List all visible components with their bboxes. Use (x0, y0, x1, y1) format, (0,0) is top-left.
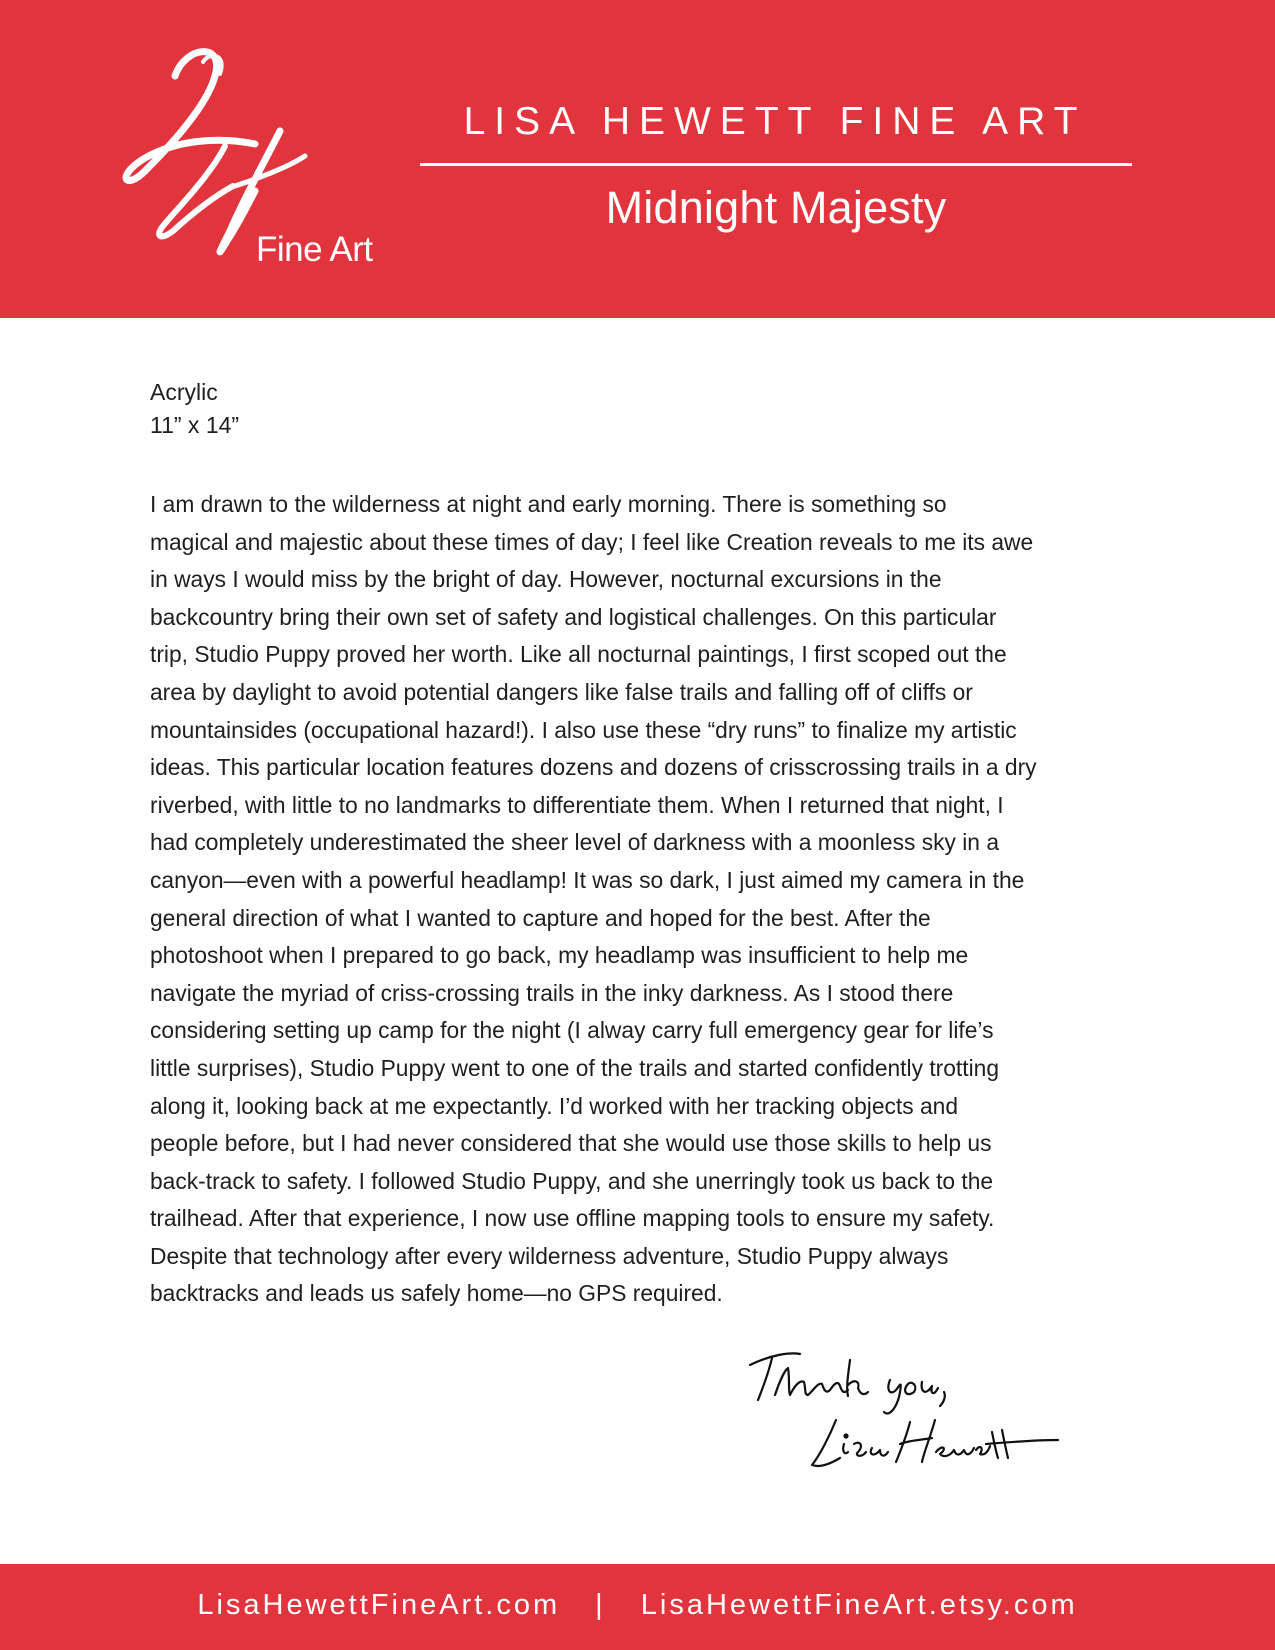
statement-line: mountainsides (occupational hazard!). I also use these “dry runs” to finalize my artistic (150, 716, 1017, 743)
header-divider (420, 163, 1132, 166)
statement-line: trailhead. After that experience, I now use offline mapping tools to ensure my safety. (150, 1205, 995, 1232)
statement-line: ideas. This particular location features dozens and dozens of crisscrossing trails in a dry (150, 754, 1037, 781)
etsy-link[interactable]: LisaHewettFineArt.etsy.com (640, 1589, 1078, 1621)
statement-line: had completely underestimated the sheer level of darkness with a moonless sky in a (150, 829, 999, 856)
footer-banner (0, 1564, 1275, 1650)
statement-line: along it, looking back at me expectantly. I’d worked with her tracking objects and (150, 1092, 959, 1119)
medium: Acrylic (150, 379, 218, 405)
brand-title: LISA HEWETT FINE ART (463, 100, 1087, 143)
header-banner (0, 0, 1275, 318)
statement-line: riverbed, with little to no landmarks to differentiate them. When I returned that night, I (150, 791, 1004, 818)
statement-line: Despite that technology after every wilderness adventure, Studio Puppy always (150, 1242, 949, 1269)
statement-line: navigate the myriad of criss-crossing trails in the inky darkness. As I stood there (150, 979, 954, 1006)
statement-line: little surprises), Studio Puppy went to one of the trails and started confidently trotting (150, 1054, 1000, 1081)
statement-line: general direction of what I wanted to capture and hoped for the best. After the (150, 904, 931, 931)
statement-line: backcountry bring their own set of safety and logistical challenges. On this particular (150, 603, 997, 630)
statement-line: magical and majestic about these times of day; I feel like Creation reveals to me its awe (150, 528, 1034, 555)
statement-line: in ways I would miss by the bright of day. However, nocturnal excursions in the (150, 566, 942, 593)
statement-line: trip, Studio Puppy proved her worth. Like all nocturnal paintings, I first scoped out the (150, 641, 1007, 668)
statement-line: I am drawn to the wilderness at night and early morning. There is something so (150, 491, 947, 517)
footer-separator: | (595, 1589, 606, 1621)
handwritten-signature (740, 1340, 1060, 1490)
statement-line: canyon—even with a powerful headlamp! It was so dark, I just aimed my camera in the (150, 866, 1025, 893)
statement-line: considering setting up camp for the night (I alway carry full emergency gear for life’s (150, 1017, 994, 1044)
statement-line: people before, but I had never considered that she would use those skills to help us (150, 1130, 992, 1157)
statement-line: area by daylight to avoid potential dangers like false trails and falling off of cliffs or (150, 678, 973, 705)
statement-line: back-track to safety. I followed Studio Puppy, and she unerringly took us back to the (150, 1167, 994, 1194)
statement-line: backtracks and leads us safely home—no GPS required. (150, 1280, 723, 1307)
statement-line: photoshoot when I prepared to go back, my headlamp was insufficient to help me (150, 942, 969, 969)
logo-subtitle: Fine Art (256, 230, 373, 269)
footer-links (0, 1589, 1275, 1622)
website-link[interactable]: LisaHewettFineArt.com (197, 1589, 561, 1621)
dimensions: 11” x 14” (150, 412, 240, 438)
artwork-details (150, 376, 239, 442)
artwork-title: Midnight Majesty (605, 182, 947, 233)
artist-statement (150, 486, 1140, 1313)
